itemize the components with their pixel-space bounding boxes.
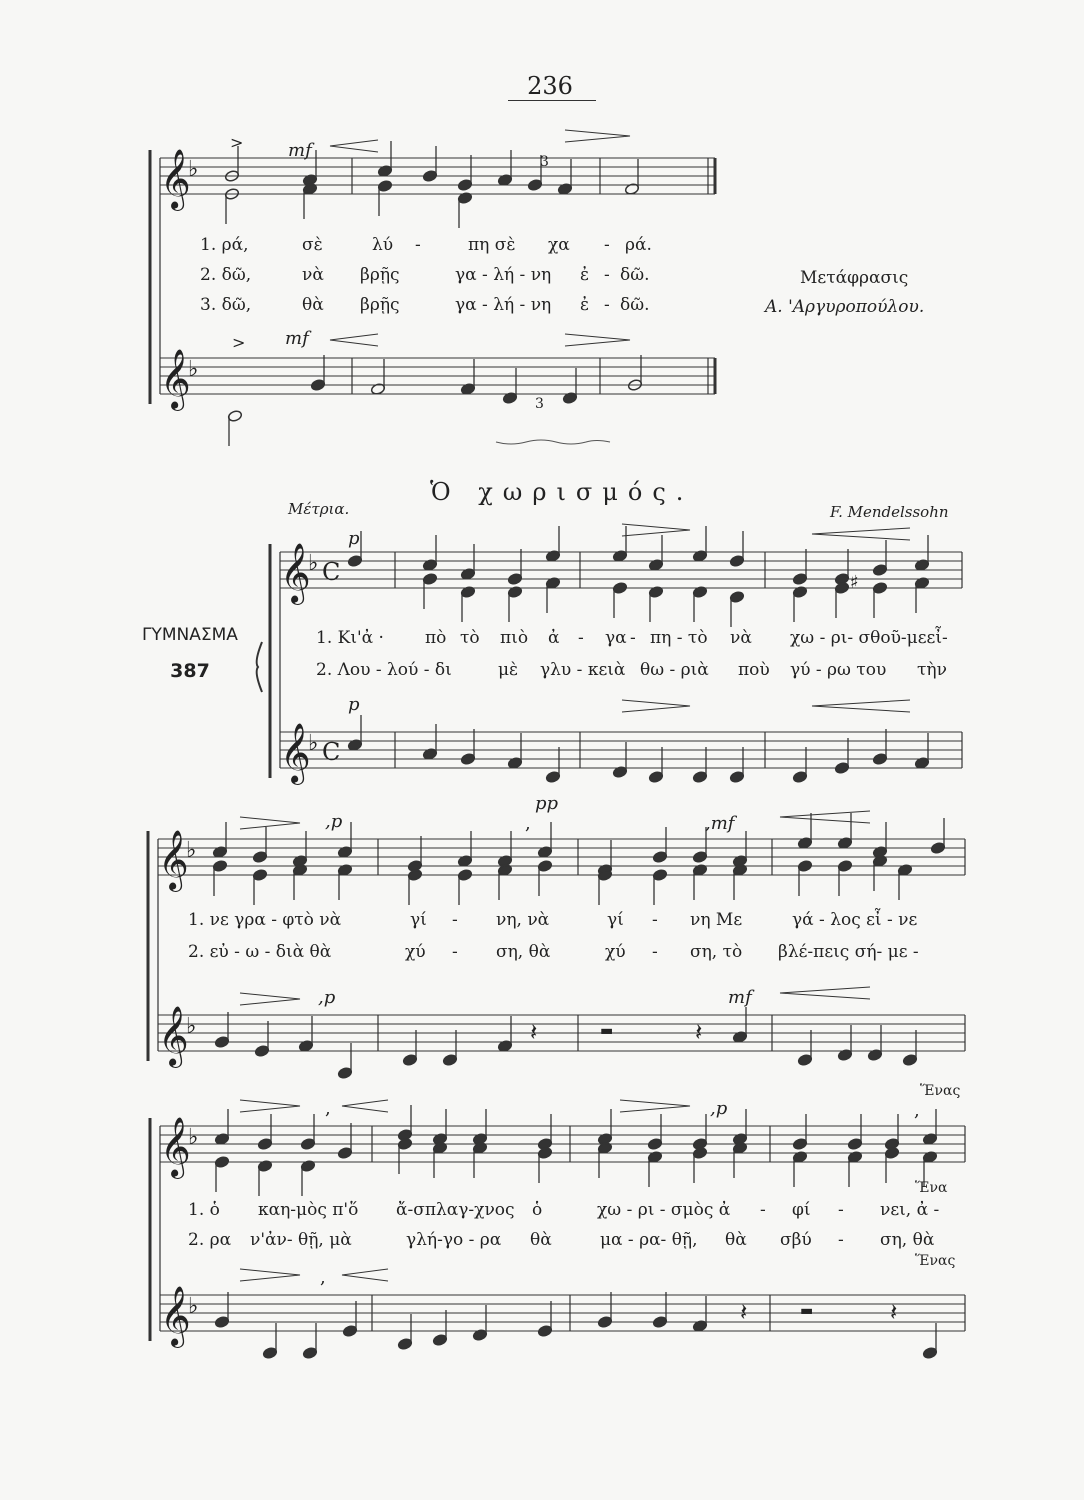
top-verse-1-word-8: ρά. (625, 235, 652, 255)
s3-verse-1-word-2: καη-μὸς π'ὅ (258, 1200, 359, 1220)
s1-verse-2-word-1: 2. Λου - λού - δι (316, 660, 452, 680)
s3-breath-2: , (914, 1100, 920, 1121)
top-verse-2-word-3: βρῇς (360, 265, 400, 285)
s3-verse-2-word-4: θὰ (530, 1230, 552, 1250)
s1-verse-1-word-8: - (630, 628, 636, 648)
s3-upper-flat: ♭ (188, 1125, 199, 1150)
s1-lower-cresc (812, 700, 910, 712)
top-crescendo (330, 140, 378, 152)
top-verse-2-word-1: 2. δῶ, (200, 265, 252, 285)
s1-verse-2-word-3: γλυ - κειὰ (540, 660, 626, 680)
s1-verse-2-word-5: ποὺ (738, 660, 770, 680)
s2-cresc (780, 811, 870, 823)
ena-above: Ἕνας (920, 1083, 961, 1099)
s2-verse-2-word-5: χύ (605, 942, 626, 962)
s1-sharp: ♯ (850, 572, 859, 593)
s3-verse-2-word-6: θὰ (725, 1230, 747, 1250)
s2-verse-2-word-3: - (452, 942, 458, 962)
top-upper-flat: ♭ (188, 157, 199, 182)
s3-verse-1-word-5: χω - ρι - σμὸς ἀ (597, 1200, 731, 1220)
s2-verse-1-word-1: 1. νε γρα - φτὸ νὰ (188, 910, 342, 930)
s1-verse-1-word-11: χω - ρι- σθοῦ-μεεἶ- (790, 628, 948, 648)
s1-lower-flat: ♭ (308, 731, 319, 756)
top-verse-1-word-1: 1. ρά, (200, 235, 249, 255)
exercise-label: ΓΥΜΝΑΣΜΑ (142, 625, 238, 645)
s1-upper-dynamic: p (348, 528, 360, 549)
s1-upper-clef: 𝄞 (280, 543, 311, 603)
s2-verse-1-word-5: γί (607, 910, 624, 930)
s1-lower-dynamic: p (348, 694, 360, 715)
s2-verse-2-word-2: χύ (405, 942, 426, 962)
s2-verse-1-word-3: - (452, 910, 458, 930)
s1-lower-time: C (322, 738, 341, 766)
s3-verse-1-word-4: ὁ (532, 1200, 543, 1220)
s1-lower-clef: 𝄞 (280, 723, 311, 783)
s2-lower-flat: ♭ (186, 1014, 197, 1039)
s2-verse-2-word-8: βλέ-πεις σή- με - (778, 942, 919, 962)
s3-verse-2-word-5: μα - ρα- θῇ, (600, 1230, 698, 1250)
top-verse-1-word-7: - (604, 235, 610, 255)
s3-verse-2-word-3: γλή-γο - ρα (406, 1230, 502, 1250)
s3-verse-2-word-9: ση, θὰ (880, 1230, 935, 1250)
s2-dim (240, 817, 300, 829)
s2-verse-1-word-7: νη Με (690, 910, 743, 930)
top-accent: > (230, 133, 244, 152)
top-verse-3-word-7: δῶ. (620, 295, 650, 315)
top-verse-3-word-4: γα - λή - νη (455, 295, 552, 315)
top-lower-triplet: 3 (535, 396, 544, 412)
s3-dim-2 (620, 1100, 690, 1112)
s1-verse-1-word-1: 1. Κι'ἀ · (316, 628, 384, 648)
top-upper-clef: 𝄞 (160, 149, 191, 209)
s2-rest-2: 𝄽 (695, 1018, 703, 1046)
s1-verse-1-word-6: - (578, 628, 584, 648)
top-verse-1-word-5: πη σὲ (468, 235, 516, 255)
s3-verse-1-word-9: νει, ἀ - (880, 1200, 940, 1220)
s1-lower-dim (622, 700, 690, 712)
s2-breath: , (525, 813, 531, 834)
s2-lower-dim (240, 993, 300, 1005)
s2-verse-2-word-7: ση, τὸ (690, 942, 743, 962)
s3-lower-cresc (342, 1269, 388, 1281)
top-diminuendo (565, 130, 630, 142)
s3-lower-clef: 𝄞 (160, 1286, 191, 1346)
s3-lower-flat: ♭ (188, 1294, 199, 1319)
top-verse-2-word-4: γα - λή - νη (455, 265, 552, 285)
s2-verse-1-word-4: νη, νὰ (496, 910, 550, 930)
ena-mid: Ἕνα (915, 1180, 948, 1196)
s3-rest-2: 𝄽 (890, 1298, 898, 1326)
top-verse-3-word-6: - (604, 295, 610, 315)
top-verse-1-word-4: - (415, 235, 421, 255)
s2-lower-cresc (780, 987, 870, 999)
s3-verse-2-word-2: ν'ἀν- θῇ, μὰ (250, 1230, 352, 1250)
top-verse-2-word-6: - (604, 265, 610, 285)
top-triplet: 3 (540, 154, 549, 170)
s1-verse-1-word-9: πη - τὸ (650, 628, 708, 648)
s1-dim (622, 524, 690, 536)
s2-upper-flat: ♭ (186, 838, 197, 863)
s3-dim (240, 1100, 300, 1112)
top-verse-1-word-2: σὲ (302, 235, 323, 255)
translator-name: Α. 'Αργυροπούλου. (765, 297, 925, 317)
s1-verse-1-word-10: νὰ (730, 628, 752, 648)
s2-verse-1-word-8: γά - λος εἶ - νε (792, 910, 918, 930)
tempo-marking: Μέτρια. (288, 500, 350, 518)
s2-verse-1-word-2: γί (410, 910, 427, 930)
s1-verse-1-word-5: ἀ (548, 628, 560, 648)
top-verse-3-word-3: βρῇς (360, 295, 400, 315)
s3-half-rest: ▬ (800, 1303, 814, 1319)
s1-verse-2-word-7: τὴν (917, 660, 947, 680)
top-lower-clef: 𝄞 (160, 349, 191, 409)
s1-verse-2-word-4: θω - ριὰ (640, 660, 709, 680)
s3-verse-2-word-7: σβύ (780, 1230, 812, 1250)
composer-name: F. Mendelssohn (830, 503, 949, 521)
s3-verse-1-word-3: ἄ-σπλαγ-χνος (396, 1200, 515, 1220)
s3-verse-1-word-1: 1. ὁ (188, 1200, 220, 1220)
s3-verse-1-word-8: - (838, 1200, 844, 1220)
page-number: 236 (527, 72, 573, 100)
top-lower-dynamic: mf (285, 328, 309, 349)
s3-verse-1-word-6: - (760, 1200, 766, 1220)
s1-verse-2-word-2: μὲ (498, 660, 519, 680)
s2-verse-1-word-6: - (652, 910, 658, 930)
top-lower-accent: > (232, 333, 246, 352)
s1-verse-1-word-7: γα (605, 628, 627, 648)
top-verse-3-word-2: θὰ (302, 295, 324, 315)
s2-verse-2-word-4: ση, θὰ (496, 942, 551, 962)
s2-pp: pp (535, 793, 559, 814)
s2-half-rest: ▬ (600, 1023, 614, 1039)
s3-verse-2-word-8: - (838, 1230, 844, 1250)
s1-verse-1-word-3: τὸ (460, 628, 480, 648)
s1-verse-1-word-2: πὸ (425, 628, 447, 648)
ena-below: Ἕνας (915, 1253, 956, 1269)
top-upper-dynamic: mf (288, 140, 312, 161)
song-title: Ὁ χωρισμός. (430, 478, 694, 506)
s3-verse-1-word-7: φί (792, 1200, 811, 1220)
top-verse-1-word-3: λύ (372, 235, 394, 255)
section-divider-wave (496, 440, 610, 444)
s2-lower-p: ,p (318, 987, 336, 1008)
top-verse-3-word-5: ἐ (580, 295, 590, 315)
s3-lower-breath: , (320, 1267, 326, 1288)
s2-verse-2-word-6: - (652, 942, 658, 962)
s1-cresc (812, 528, 910, 540)
s2-mf: ,mf (705, 813, 735, 834)
s1-verse-1-word-4: πιὸ (500, 628, 529, 648)
translation-credit-label: Μετάφρασις (800, 268, 909, 288)
s2-upper-clef: 𝄞 (158, 830, 189, 890)
s1-upper-flat: ♭ (308, 551, 319, 576)
top-verse-1-word-6: χα (548, 235, 570, 255)
top-verse-2-word-5: ἐ (580, 265, 590, 285)
top-lower-flat: ♭ (188, 357, 199, 382)
s3-lower-dim (240, 1269, 300, 1281)
s2-p: ,p (325, 811, 343, 832)
top-verse-3-word-1: 3. δῶ, (200, 295, 252, 315)
s2-rest: 𝄽 (530, 1018, 538, 1046)
top-verse-2-word-2: νὰ (302, 265, 324, 285)
top-lower-diminuendo (565, 334, 630, 346)
exercise-number: 387 (170, 660, 210, 682)
s1-upper-time: C (322, 558, 341, 586)
s2-lower-mf: mf (728, 987, 752, 1008)
s3-upper-clef: 𝄞 (160, 1117, 191, 1177)
s3-cresc (342, 1100, 388, 1112)
top-verse-2-word-7: δῶ. (620, 265, 650, 285)
s1-brace (257, 642, 262, 692)
s1-verse-2-word-6: γύ - ρω του (790, 660, 887, 680)
s3-breath: , (325, 1098, 331, 1119)
s2-verse-2-word-1: 2. εὐ - ω - διὰ θὰ (188, 942, 332, 962)
s2-lower-clef: 𝄞 (158, 1006, 189, 1066)
s3-verse-2-word-1: 2. ρα (188, 1230, 232, 1250)
s3-rest: 𝄽 (740, 1298, 748, 1326)
s3-p: ,p (710, 1098, 728, 1119)
top-lower-crescendo (330, 334, 378, 346)
